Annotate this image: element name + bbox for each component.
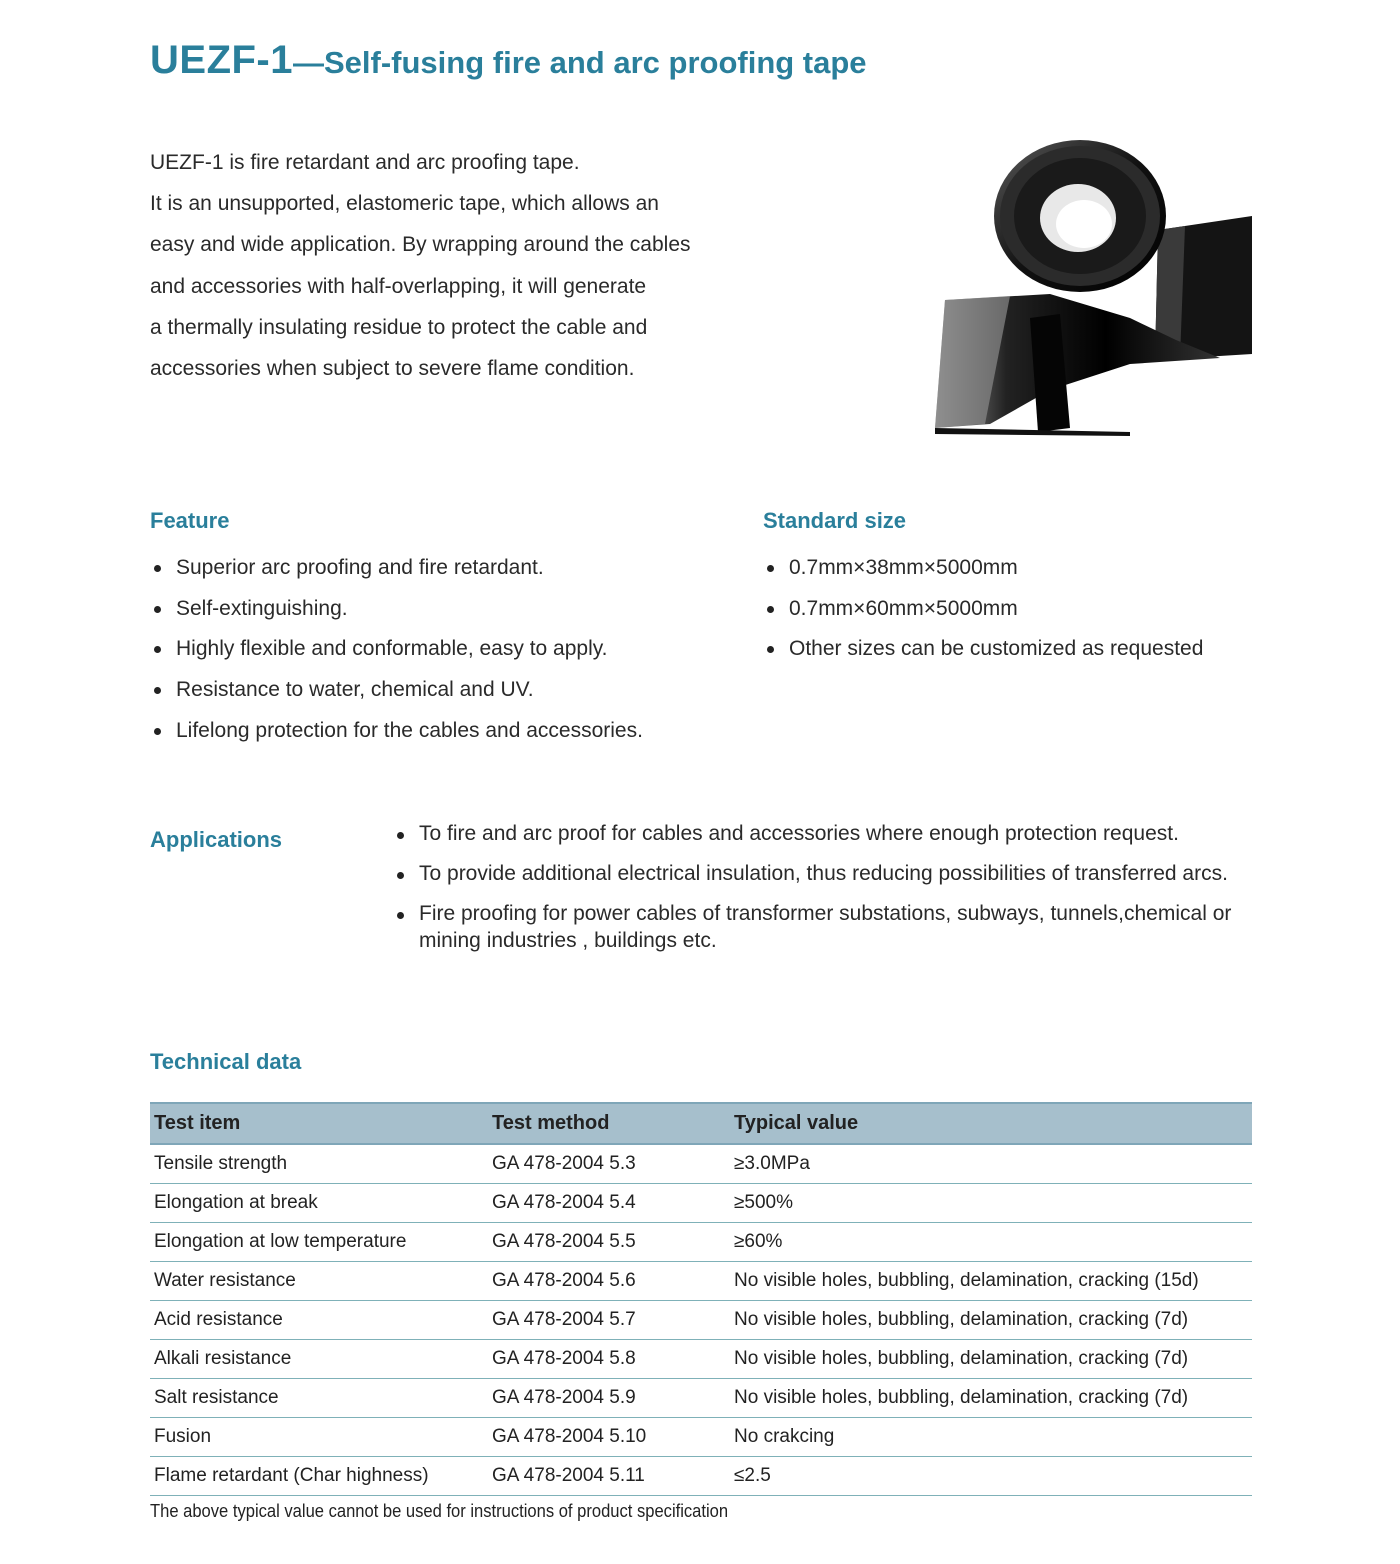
applications-list [419, 820, 1269, 967]
test-item-cell: Fusion [150, 1418, 488, 1457]
typical-value-cell: ≤2.5 [730, 1457, 1252, 1496]
intro-line: accessories when subject to severe flame condition. [150, 357, 635, 381]
column-header: Test item [150, 1103, 488, 1144]
typical-value-cell: No visible holes, bubbling, delamination, cracking (7d) [730, 1340, 1252, 1379]
intro-line: UEZF-1 is fire retardant and arc proofing tape. [150, 151, 580, 174]
feature-heading: Feature [150, 508, 230, 533]
product-subtitle: —Self-fusing fire and arc proofing tape [293, 45, 867, 80]
table-footnote: The above typical value cannot be used for instructions of product specification [150, 1501, 729, 1521]
list-item: Superior arc proofing and fire retardant. [176, 553, 736, 594]
test-item-cell: Water resistance [150, 1262, 488, 1301]
technical-data-heading: Technical data [150, 1049, 302, 1074]
test-method-cell: GA 478-2004 5.4 [488, 1184, 730, 1223]
test-method-cell: GA 478-2004 5.3 [488, 1144, 730, 1184]
typical-value-cell: No visible holes, bubbling, delamination, cracking (15d) [730, 1262, 1252, 1301]
list-item: Highly flexible and conformable, easy to apply. [176, 634, 736, 675]
list-item: Fire proofing for power cables of transformer substations, subways, tunnels,chemical or mining industries , buildings etc. [419, 900, 1269, 954]
test-item-cell: Alkali resistance [150, 1340, 488, 1379]
table-header-row [150, 1103, 1252, 1144]
table-row [150, 1379, 1252, 1418]
intro-paragraph [150, 142, 790, 389]
table-row [150, 1184, 1252, 1223]
table-row [150, 1223, 1252, 1262]
test-method-cell: GA 478-2004 5.6 [488, 1262, 730, 1301]
test-method-cell: GA 478-2004 5.9 [488, 1379, 730, 1418]
intro-line: It is an unsupported, elastomeric tape, which allows an [150, 192, 659, 216]
table-row [150, 1340, 1252, 1379]
test-item-cell: Flame retardant (Char highness) [150, 1457, 488, 1496]
typical-value-cell: No visible holes, bubbling, delamination, cracking (7d) [730, 1379, 1252, 1418]
table-row [150, 1418, 1252, 1457]
list-item: 0.7mm×60mm×5000mm [789, 594, 1269, 635]
intro-line: and accessories with half-overlapping, it will generate [150, 274, 647, 298]
feature-list [176, 553, 736, 756]
tape-roll-photo [930, 128, 1260, 440]
page-title [150, 38, 867, 83]
table-row [150, 1262, 1252, 1301]
test-item-cell: Elongation at low temperature [150, 1223, 488, 1262]
test-method-cell: GA 478-2004 5.11 [488, 1457, 730, 1496]
column-header: Test method [488, 1103, 730, 1144]
standard-size-list [789, 553, 1269, 675]
typical-value-cell: No crakcing [730, 1418, 1252, 1457]
applications-heading: Applications [150, 827, 283, 852]
typical-value-cell: ≥3.0MPa [730, 1144, 1252, 1184]
list-item: Resistance to water, chemical and UV. [176, 675, 736, 716]
test-item-cell: Salt resistance [150, 1379, 488, 1418]
list-item: To provide additional electrical insulation, thus reducing possibilities of transferred arcs. [419, 860, 1269, 887]
technical-data-table [150, 1102, 1252, 1496]
list-item: Lifelong protection for the cables and accessories. [176, 716, 736, 757]
test-item-cell: Tensile strength [150, 1144, 488, 1184]
test-method-cell: GA 478-2004 5.5 [488, 1223, 730, 1262]
test-method-cell: GA 478-2004 5.8 [488, 1340, 730, 1379]
test-item-cell: Acid resistance [150, 1301, 488, 1340]
product-model: UEZF-1 [150, 38, 293, 82]
list-item: To fire and arc proof for cables and accessories where enough protection request. [419, 820, 1269, 847]
typical-value-cell: ≥500% [730, 1184, 1252, 1223]
list-item: 0.7mm×38mm×5000mm [789, 553, 1269, 594]
intro-line: a thermally insulating residue to protect the cable and [150, 315, 648, 339]
standard-size-heading: Standard size [763, 508, 907, 533]
table-row [150, 1144, 1252, 1184]
test-item-cell: Elongation at break [150, 1184, 488, 1223]
table-row [150, 1301, 1252, 1340]
table-row [150, 1457, 1252, 1496]
list-item: Other sizes can be customized as requested [789, 634, 1269, 675]
list-item: Self-extinguishing. [176, 594, 736, 635]
intro-line: easy and wide application. By wrapping around the cables [150, 233, 691, 257]
typical-value-cell: No visible holes, bubbling, delamination, cracking (7d) [730, 1301, 1252, 1340]
test-method-cell: GA 478-2004 5.7 [488, 1301, 730, 1340]
test-method-cell: GA 478-2004 5.10 [488, 1418, 730, 1457]
column-header: Typical value [730, 1103, 1252, 1144]
typical-value-cell: ≥60% [730, 1223, 1252, 1262]
